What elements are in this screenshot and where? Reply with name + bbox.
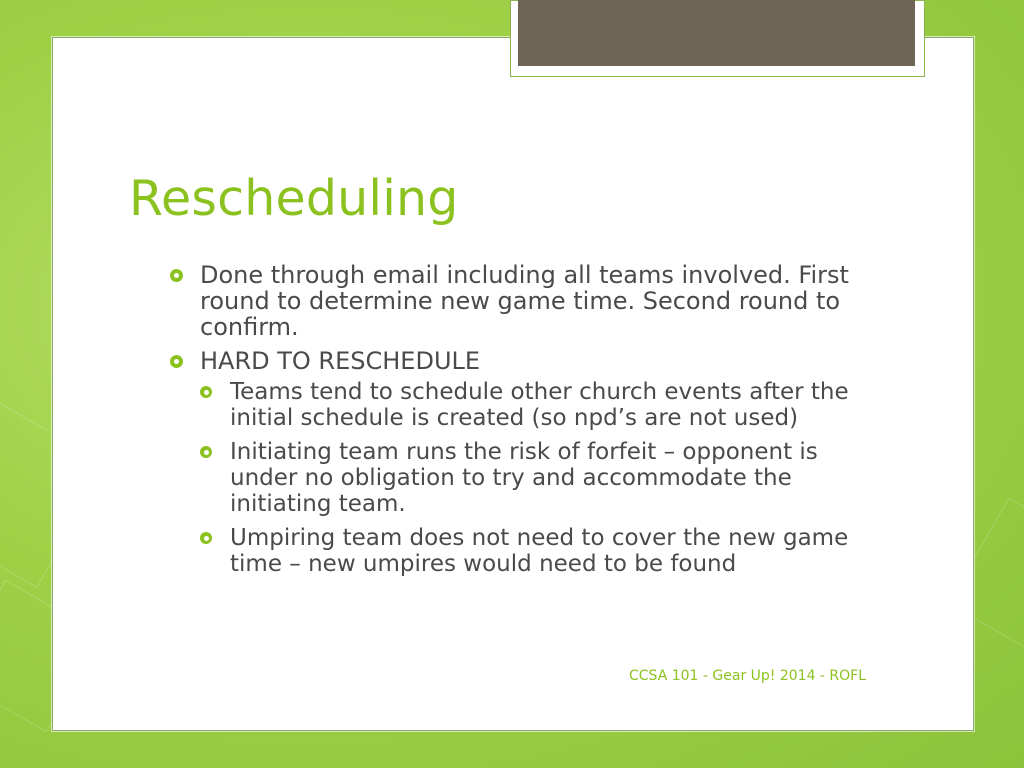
sub-bullet-icon [200,446,212,458]
bullet-icon [170,355,183,368]
sub-bullet-item [200,379,870,431]
sub-bullet-list [200,379,870,577]
bullet-item [170,348,870,577]
bullet-list [170,262,870,585]
bullet-icon [170,269,183,282]
photo-placeholder [518,0,915,66]
sub-bullet-text: Teams tend to schedule other church events after the initial schedule is created (so npd’s are not used) [230,379,849,431]
bullet-text: HARD TO RESCHEDULE [200,347,481,375]
slide-title: Rescheduling [129,170,459,227]
bullet-item [170,262,870,340]
sub-bullet-item [200,439,870,517]
sub-bullet-icon [200,532,212,544]
sub-bullet-text: Umpiring team does not need to cover the new game time – new umpires would need to be found [230,525,849,577]
slide-footer: CCSA 101 - Gear Up! 2014 - ROFL [629,668,867,684]
bullet-text: Done through email including all teams involved. First round to determine new game time. Second round to confirm. [200,261,849,341]
sub-bullet-text: Initiating team runs the risk of forfeit – opponent is under no obligation to try and accommodate the initiating team. [230,439,818,517]
sub-bullet-item [200,525,870,577]
sub-bullet-icon [200,386,212,398]
